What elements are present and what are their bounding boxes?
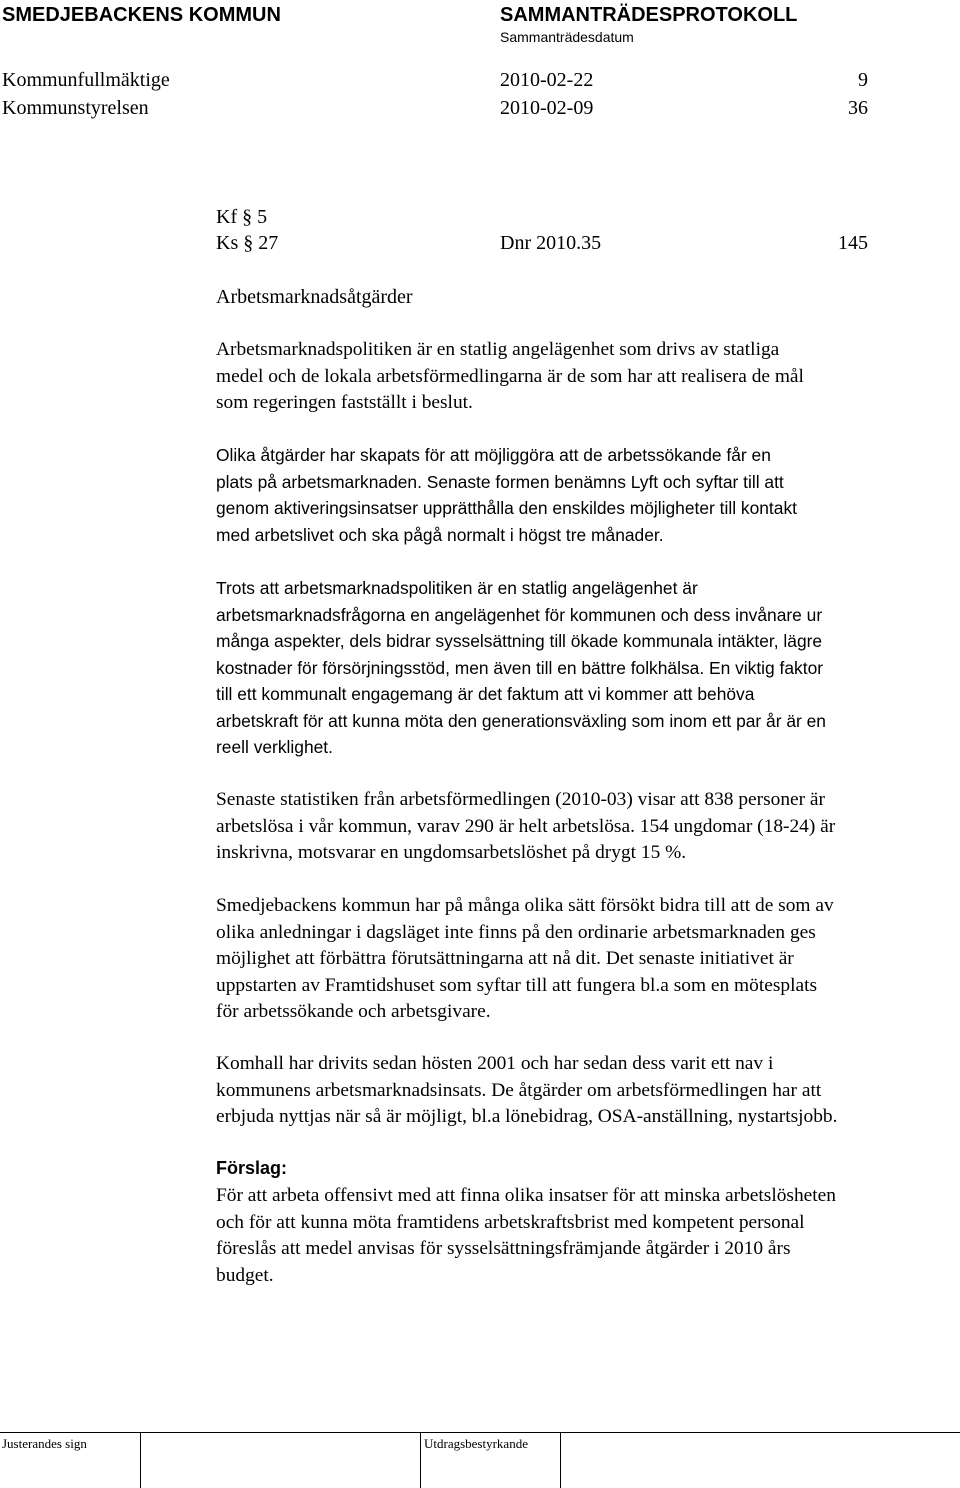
case-number: 145 [838,232,868,254]
paragraph-line: olika anledningar i dagsläget inte finns på den ordinarie arbetsmarknaden ges [216,921,816,943]
ks-paragraph-ref: Ks § 27 [216,232,279,254]
footer-divider [140,1432,141,1488]
paragraph-line: Olika åtgärder har skapats för att möjliggöra att de arbetssökande får en [216,445,771,465]
proposal-label: Förslag: [216,1158,288,1178]
paragraph-1 [216,337,956,417]
paragraph-line: till ett kommunalt engagemang är det faktum att vi kommer att behöva [216,684,755,704]
signature-box-label: Justerandes sign [2,1436,87,1451]
footer-divider [560,1432,561,1488]
certification-box-label: Utdragsbestyrkande [424,1436,528,1451]
paragraph-line: För att arbeta offensivt med att finna olika insatser för att minska arbetslösheten [216,1185,836,1206]
paragraph-line: arbetskraft för att kunna möta den generationsväxling som inom ett par år är en [216,710,826,731]
paragraph-line: reell verklighet. [216,737,333,757]
paragraph-line: uppstarten av Framtidshuset som syftar till att fungera bl.a som en mötesplats [216,974,817,996]
footer-divider [420,1432,421,1488]
paragraph-line: arbetsmarknadsfrågorna en angelägenhet för kommunen och dess invånare ur [216,604,823,625]
diary-number: Dnr 2010.35 [500,232,602,254]
paragraph-line: budget. [216,1264,274,1286]
paragraph-line: många aspekter, dels bidrar sysselsättning till ökade kommunala intäkter, lägre [216,631,823,651]
paragraph-line: plats på arbetsmarknaden. Senaste formen benämns Lyft och syftar till att [216,471,784,492]
paragraph-3 [216,575,956,761]
paragraph-line: föreslås att medel anvisas för sysselsättningsfrämjande åtgärder i 2010 års [216,1238,791,1259]
paragraph-6 [216,1051,956,1131]
paragraph-4 [216,787,956,867]
paragraph-line: möjlighet att förbättra förutsättningarna att nå dit. Det senaste initiativet är [216,948,794,969]
paragraph-line: erbjuda nyttjas när så är möjligt, bl.a lönebidrag, OSA-anställning, nystartsjobb. [216,1106,838,1127]
paragraph-line: Arbetsmarknadspolitiken är en statlig angelägenhet som drivs av statliga [216,339,780,360]
header-body-kf: Kommunfullmäktige [2,69,170,91]
header-date-kf: 2010-02-22 [500,69,594,91]
document-type: SAMMANTRÄDESPROTOKOLL [500,4,798,26]
municipality-name: SMEDJEBACKENS KOMMUN [2,4,281,26]
paragraph-line: och för att kunna möta framtidens arbetskraftsbrist med kompetent personal [216,1211,805,1233]
header-page-kf: 9 [858,69,868,91]
paragraph-line: som regeringen fastställt i beslut. [216,392,473,413]
paragraph-2 [216,442,956,548]
paragraph-line: Trots att arbetsmarknadspolitiken är en statlig angelägenhet är [216,578,698,598]
section-title: Arbetsmarknadsåtgärder [216,286,413,308]
paragraph-line: medel och de lokala arbetsförmedlingarna är de som har att realisera de mål [216,365,804,387]
paragraph-5 [216,893,956,1026]
paragraph-line: Smedjebackens kommun har på många olika sätt försökt bidra till att de som av [216,895,834,916]
meeting-date-label: Sammanträdesdatum [500,29,634,45]
footer-rule [0,1432,960,1433]
paragraph-line: för arbetssökande och arbetsgivare. [216,1001,491,1022]
proposal-text [216,1183,956,1289]
paragraph-line: arbetslösa i vår kommun, varav 290 är helt arbetslösa. 154 ungdomar (18-24) är [216,815,836,837]
paragraph-line: med arbetslivet och ska pågå normalt i högst tre månader. [216,524,664,545]
paragraph-line: genom aktiveringsinsatser upprätthålla den enskildes möjligheter till kontakt [216,498,797,518]
paragraph-line: kostnader för försörjningsstöd, men även till en bättre folkhälsa. En viktig faktor [216,657,824,678]
header-date-ks: 2010-02-09 [500,97,594,119]
paragraph-line: inskrivna, motsvarar en ungdomsarbetslöshet på drygt 15 %. [216,842,687,863]
paragraph-line: Senaste statistiken från arbetsförmedlingen (2010-03) visar att 838 personer är [216,789,825,810]
kf-paragraph-ref: Kf § 5 [216,206,268,228]
header-page-ks: 36 [848,97,868,119]
paragraph-line: kommunens arbetsmarknadsinsats. De åtgärder om arbetsförmedlingen har att [216,1079,822,1101]
paragraph-line: Komhall har drivits sedan hösten 2001 och har sedan dess varit ett nav i [216,1053,774,1074]
header-body-ks: Kommunstyrelsen [2,97,149,119]
